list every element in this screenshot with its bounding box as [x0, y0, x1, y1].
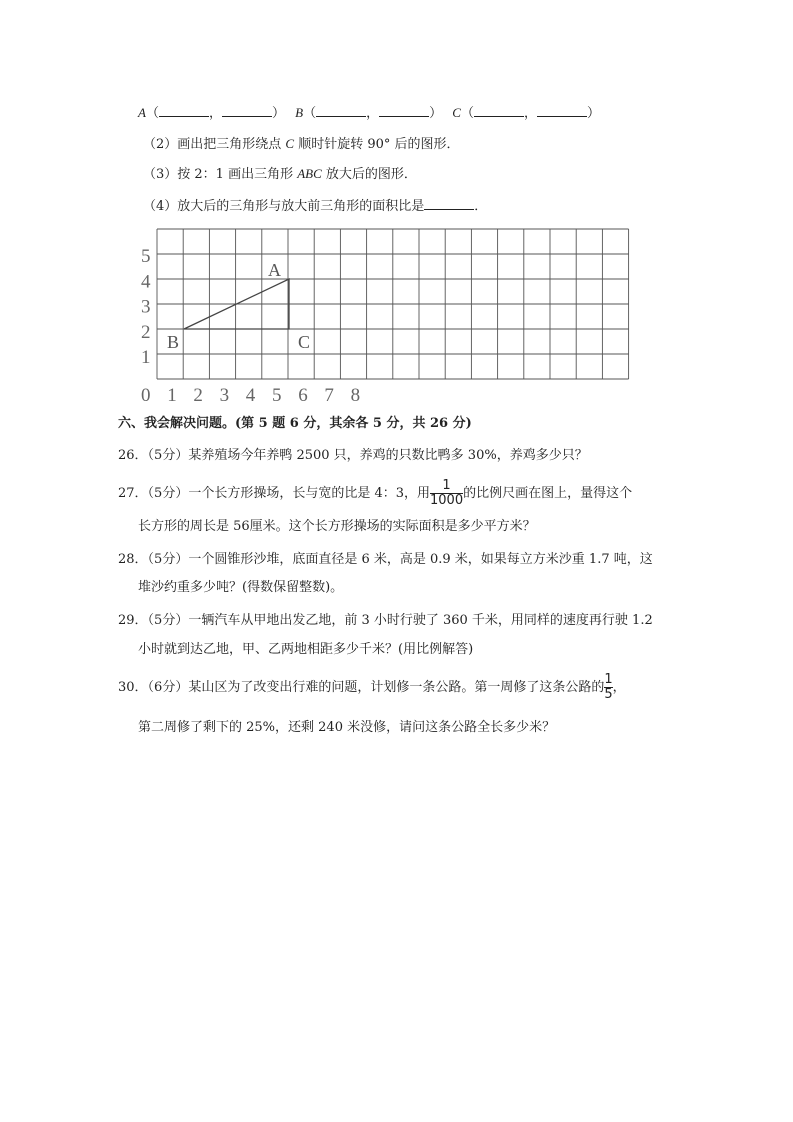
fraction-one-fifth: $\frac{1}{5}$ — [604, 672, 613, 702]
question-28-line-1: 28．（5分）一个圆锥形沙堆，底面直径是 6 米，高是 0.9 米，如果每立方米沙重 1.7 吨，这 — [118, 552, 653, 567]
y-tick-label: 3 — [141, 296, 151, 318]
y-tick-label: 1 — [141, 347, 151, 369]
question-26: 26．（5分）某养殖场今年养鸭 2500 只，养鸡的只数比鸭多 30%，养鸡多少只？ — [118, 448, 588, 463]
answer-blank-b-y[interactable] — [379, 102, 429, 117]
x-tick-label: 6 — [298, 385, 308, 406]
answer-blank-area-ratio[interactable] — [424, 195, 474, 210]
x-tick-label: 0 — [141, 385, 151, 406]
answer-blank-c-y[interactable] — [537, 102, 587, 117]
answer-blank-a-y[interactable] — [222, 102, 272, 117]
point-label-b: B — [167, 332, 180, 352]
question-29-line-1: 29．（5分）一辆汽车从甲地出发乙地，前 3 小时行驶了 360 千米，用同样的速度再行驶 1.2 — [118, 613, 653, 628]
answer-blank-a-x[interactable] — [159, 102, 209, 117]
x-tick-label: 5 — [272, 385, 282, 406]
x-tick-label: 2 — [193, 385, 203, 406]
question-3: （3）按 2：1 画出三角形 ABC 放大后的图形． — [143, 166, 417, 182]
x-axis-labels — [141, 385, 360, 406]
label-b: B — [295, 105, 304, 120]
question-4: （4）放大后的三角形与放大前三角形的面积比是 ． — [143, 195, 487, 217]
grid-lines — [157, 229, 629, 379]
y-tick-label: 5 — [141, 246, 151, 267]
question-28-line-2: 堆沙约重多少吨？(得数保留整数)。 — [138, 580, 344, 595]
y-tick-label: 4 — [141, 271, 151, 293]
x-tick-label: 4 — [245, 385, 256, 406]
point-label-a: A — [268, 260, 281, 280]
fraction-scale: $\frac{1}{1000}$ — [430, 478, 464, 508]
answer-blank-b-x[interactable] — [316, 102, 366, 117]
question-27-line-1: 27．（5分）一个长方形操场，长与宽的比是 4：3，用 $\frac{1}{1000}$ 的比例尺画在图上，量得这个 — [118, 478, 633, 508]
triangle-abc — [184, 279, 289, 329]
x-tick-label: 7 — [324, 385, 334, 406]
answer-blank-c-x[interactable] — [474, 102, 524, 117]
y-axis-labels — [141, 246, 151, 368]
x-tick-label: 1 — [167, 385, 177, 406]
label-a: A — [138, 105, 146, 120]
question-2: （2）画出把三角形绕点 C 顺时针旋转 90° 后的图形． — [143, 136, 460, 152]
question-27-line-2: 长方形的周长是 56厘米。这个长方形操场的实际面积是多少平方米？ — [138, 519, 536, 534]
label-c: C — [452, 105, 461, 120]
question-29-line-2: 小时就到达乙地，甲、乙两地相距多少千米？(用比例解答) — [138, 642, 474, 657]
question-30-line-2: 第二周修了剩下的 25%，还剩 240 米没修，请问这条公路全长多少米？ — [138, 720, 556, 735]
x-tick-label: 8 — [350, 385, 361, 406]
y-tick-label: 2 — [141, 321, 151, 343]
coords-line: A（ ， ） B（ ， ） C（ ， ） — [138, 102, 600, 124]
section-6-title: 六、我会解决问题。(第 5 题 6 分，其余各 5 分，共 26 分) — [118, 416, 472, 431]
x-tick-label: 3 — [219, 385, 230, 406]
question-30-line-1: 30．（6分）某山区为了改变出行难的问题，计划修一条公路。第一周修了这条公路的 $\frac{1}{5}$ ， — [118, 672, 626, 702]
point-label-c: C — [298, 332, 311, 352]
